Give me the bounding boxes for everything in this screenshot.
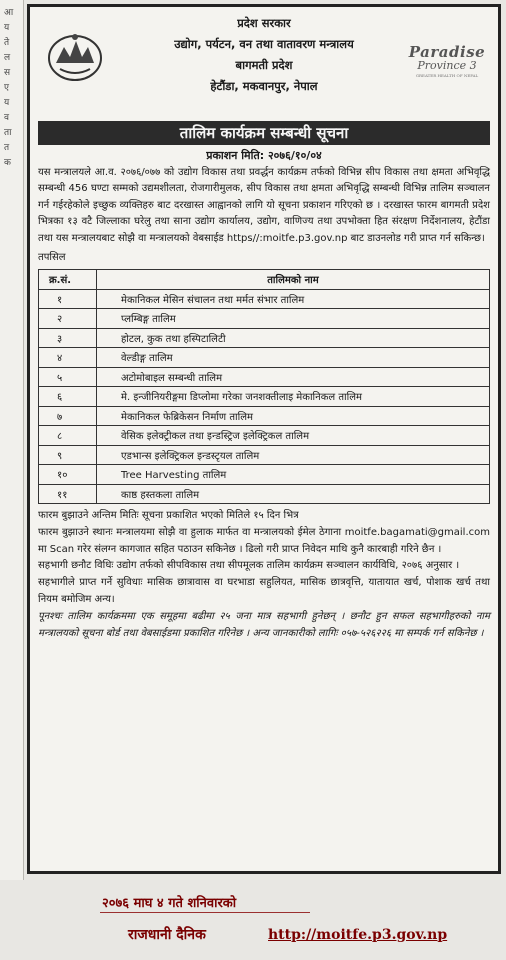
row-training-name: एडभान्स इलेक्ट्रिकल इन्डस्टृयल तालिम [97, 445, 490, 465]
row-serial: ९ [39, 445, 97, 465]
postscript-text: पूनश्चः तालिम कार्यक्रममा एक समूहमा बढीमा २५ जना मात्र सहभागी हुनेछन् । छनौट हुन सफल सहभागीहरुको नाम मन्त्रालयको सूचना बोर्ड तथा वेबसाईडमा प्रकाशित गरिनेछ । अन्य जानकारीको लागिः ०५७-५२६२२६ मा सम्पर्क गर्न सकिनेछ । [38, 610, 490, 639]
adjacent-column-strip [0, 0, 24, 880]
strip-char: क [4, 158, 11, 168]
nepal-emblem-icon [46, 29, 104, 83]
col-serial-header: क्र.सं. [39, 270, 97, 290]
notice-frame [27, 4, 501, 874]
table-row [39, 406, 490, 426]
logo-subword: Province 3 [417, 59, 477, 72]
notice-title: तालिम कार्यक्रम सम्बन्धी सूचना [38, 121, 490, 145]
selection-method-text: सहभागी छनौट विधिः उद्योग तर्फको सीपविकास तथा सीपमूलक तालिम कार्यक्रम सञ्चालन कार्यविधि, २०७६ अनुसार । [38, 560, 460, 572]
strip-char: स [4, 68, 11, 78]
row-training-name: अटोमोबाइल सम्बन्धी तालिम [97, 367, 490, 387]
deadline-text: फारम बुझाउने अन्तिम मितिः सूचना प्रकाशित भएको मितिले १५ दिन भित्र [38, 510, 299, 522]
strip-char: ल [4, 53, 11, 63]
table-row [39, 426, 490, 446]
table-header-row [39, 270, 490, 290]
row-training-name: होटल, कुक तथा हस्पिटालिटी [97, 328, 490, 348]
facilities-text: सहभागीले प्राप्त गर्ने सुविधाः मासिक छात्रावास वा घरभाडा सहुलियत, मासिक छात्रवृत्ति, यातायात खर्च, पोशाक खर्च तथा नियम बमोजिम अन्य। [38, 577, 490, 606]
row-training-name: वेसिक इलेक्ट्रीकल तथा इन्डस्ट्रिज इलेक्ट्रिकल तालिम [97, 426, 490, 446]
table-row [39, 289, 490, 309]
table-row [39, 328, 490, 348]
submission-place-text: फारम बुझाउने स्थानः मन्त्रालयमा सोझै वा हुलाक मार्फत वा मन्त्रालयको ईमेल ठेगाना moitfe.bagamati@gmail.com मा Scan गरेर संलग्न कागजात सहित पठाउन सकिनेछ । ढिलो गरी प्राप्त निवेदन माथि कुनै कारबाही गरिने छैन । [38, 526, 490, 555]
strip-char: य [4, 23, 10, 33]
row-serial: ५ [39, 367, 97, 387]
strip-char: व [4, 113, 10, 123]
row-training-name: Tree Harvesting तालिम [97, 465, 490, 485]
details-label: तपसिल [38, 252, 66, 264]
paradise-province-logo [406, 43, 488, 89]
row-serial: ८ [39, 426, 97, 446]
logo-word: Paradise [408, 43, 486, 61]
table-row [39, 348, 490, 368]
row-training-name: प्लम्बिङ्ग तालिम [97, 309, 490, 329]
table-row [39, 367, 490, 387]
table-row [39, 484, 490, 504]
header-line-4: हेटौंडा, मकवानपुर, नेपाल [210, 79, 318, 93]
logo-tagline: GREATER HEALTH OF NEPAL [415, 73, 479, 78]
newspaper-name: राजधानी दैनिक [128, 927, 206, 943]
row-training-name: मेकानिकल फेब्रिकेसन निर्माण तालिम [97, 406, 490, 426]
row-training-name: काष्ठ हस्तकला तालिम [97, 484, 490, 504]
row-serial: १ [39, 289, 97, 309]
strip-char: त [4, 143, 10, 153]
row-serial: ३ [39, 328, 97, 348]
table-row [39, 465, 490, 485]
training-table [38, 269, 490, 504]
table-row [39, 387, 490, 407]
notice-footer [38, 508, 490, 642]
strip-char: ते [4, 38, 10, 48]
row-serial: ६ [39, 387, 97, 407]
row-training-name: मे. इन्जीनियरीङ्गमा डिप्लोमा गरेका जनशक्तीलाइ मेकानिकल तालिम [97, 387, 490, 407]
col-name-header: तालिमको नाम [97, 270, 490, 290]
strip-char: ता [4, 128, 12, 138]
row-serial: २ [39, 309, 97, 329]
row-serial: ४ [39, 348, 97, 368]
row-serial: ११ [39, 484, 97, 504]
header-line-2: उद्योग, पर्यटन, वन तथा वातावरण मन्त्रालय [174, 37, 354, 51]
notice-header [38, 13, 490, 117]
row-training-name: वेल्डीङ्ग तालिम [97, 348, 490, 368]
strip-char: आ [4, 8, 14, 18]
strip-char: ए [4, 83, 9, 93]
publication-date: प्रकाशन मिति: २०७६/१०/०४ [206, 149, 322, 162]
strip-char: य [4, 98, 10, 108]
red-underline [100, 912, 310, 913]
website-link[interactable]: http://moitfe.p3.gov.np [268, 927, 448, 943]
header-line-3: बागमती प्रदेश [235, 58, 293, 72]
table-row [39, 445, 490, 465]
notice-paragraph: यस मन्त्रालयले आ.व. २०७६/०७७ को उद्योग विकास तथा प्रवर्द्धन कार्यक्रम तर्फको विभिन्न सीप विकास तथा क्षमता अभिवृद्धि सम्बन्धी 456 घण्टा सम्मको उद्यमशीलता, रोजगारीमुलक, सीप विकास तथा क्षमता अभिवृद्धि सम्बन्धी विभिन्न तालिम सञ्चालन गर्न गईरहेकोले इच्छुक व्यक्तिहरु बाट दरखास्त आह्वानको लागि यो सूचना प्रकाशन गरिएको छ । दरखास्त फारम बागमती प्रदेश भित्रका १३ वटै जिल्लाका घरेलु तथा साना उद्योग कार्यालय, उद्योग, वाणिज्य तथा उपभोक्ता हित संरक्षण निर्देशनालय, हेटौंडा तथा यस मन्त्रालयबाट सोझै वा मन्त्रालयको वेबसाईड https//:moitfe.p3.gov.np बाट डाउनलोड गरी प्राप्त गर्न सकिन्छ। [38, 167, 490, 244]
header-line-1: प्रदेश सरकार [237, 16, 291, 30]
handwritten-date: २०७६ माघ ४ गते शनिवारको [102, 896, 237, 911]
table-row [39, 309, 490, 329]
row-serial: १० [39, 465, 97, 485]
row-serial: ७ [39, 406, 97, 426]
row-training-name: मेकानिकल मेसिन संचालन तथा मर्मत संभार तालिम [97, 289, 490, 309]
